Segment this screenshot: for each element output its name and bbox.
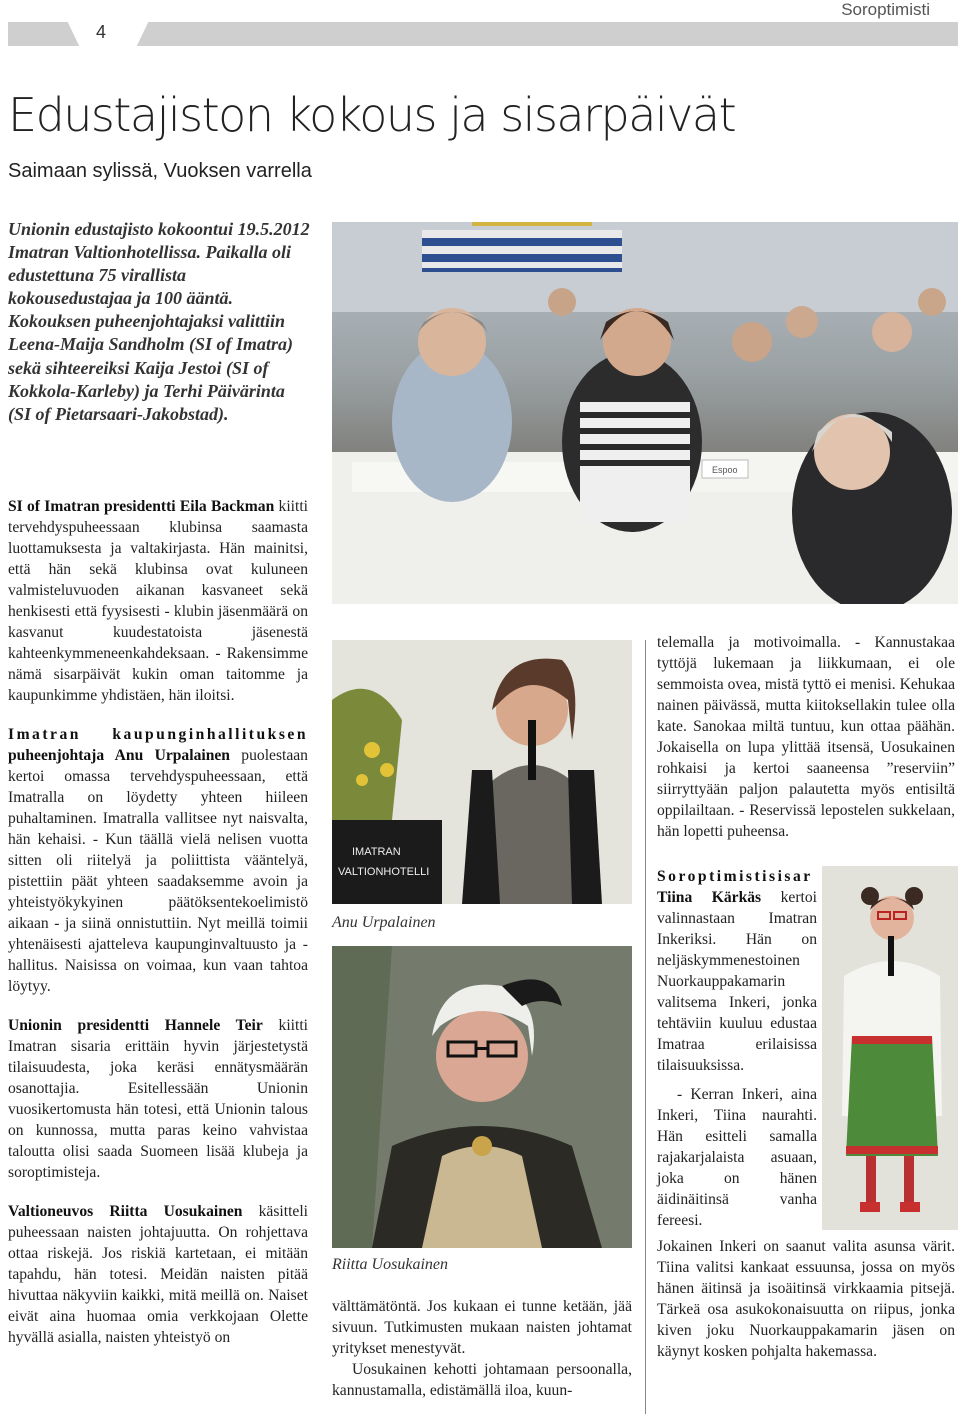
paragraph-uosukainen: Valtioneuvos Riitta Uosukainen käsitteli puheessaan naisten johtajuutta. On rohjettava ottaa riskejä. Jos riskiä kartetaan, ei mitään tapahdu, hän totesi. Meidän naisten pitää hivuttaa näkyviin kaikki, mitä meillä on. Naiset eivät aina huomaa omia verkkojaan Olette hyvällä asialla, naisten yhteistyö on (8, 1203, 308, 1346)
speaker-karkas-title: Soroptimistisisar (657, 868, 813, 885)
magazine-name: Soroptimisti (841, 0, 930, 19)
paragraph-col3-1: telemalla ja motivoimalla. - Kannustakaa tyttöjä lukemaan ja liikkumaan, ei ole semmoista ovea, mistä tyttö ei menisi. Kehukaa nainen päivässä, mutta kiitoksellakin tulee olla kate. Sanokaa miltä tuntuu, kun ottaa päähän. Jokaisella on lupa ylittää itsensä, Uosukainen rohkaisi ja kertoi saaneensa ”reserviin” siirryttyään paljon palautetta myös entisiltä oppilailtaan. - Reservissä lepostelen sukkelaan, hän lopetti puheensa. (657, 634, 955, 840)
text-column-2 (332, 1296, 632, 1414)
speaker-uosukainen: Valtioneuvos Riitta Uosukainen (8, 1203, 243, 1220)
text-column-3-bottom (657, 1236, 955, 1380)
text-column-3-top (657, 632, 955, 860)
page-number: 4 (96, 22, 107, 42)
text-column-3-middle (657, 866, 817, 1231)
riitta-illustration (332, 946, 632, 1248)
paragraph-backman: SI of Imatran presidentti Eila Backman kiitti tervehdyspuheessaan klubinsa saamasta luottamuksesta ja valtakirjasta. Hän mainitsi, että hän sekä klubinsa ovat kuluneen valmisteluvuoden aikanan kasvaneet sekä henkisesti että fyysisesti - klubin jäsenmäärä on kasvanut kuudestatoista jäsenestä kahteenkymmeneenkahdeksaan. - Rakensimme nämä sisarpäivät kukin oman taitomme ja kaupunkimme yhdistäen, hän iloitsi. (8, 498, 308, 704)
photo-riitta-uosukainen (332, 946, 632, 1248)
photo-tiina-karkas (822, 866, 958, 1230)
speaker-backman: SI of Imatran presidentti Eila Backman (8, 498, 275, 515)
header-bar (8, 22, 958, 46)
paragraph-karkas: Soroptimistisisar Tiina Kärkäs kertoi valinnastaan Imatran Inkeriksi. Hän on neljäskymmenestoinen Nuorkauppakamarin valitsema Inkeri, jonka tehtäviin kuuluu edustaa Imatraa erilaisissa tilaisuuksissa. (657, 868, 817, 1074)
tiina-illustration (822, 866, 958, 1230)
caption-anu: Anu Urpalainen (332, 914, 436, 931)
article-lead: Unionin edustajisto kokoontui 19.5.2012 Imatran Valtionhotellissa. Paikalla oli edustettuna 75 virallista kokousedustajaa ja 100 ääntä. Kokouksen puheenjohtajaksi valittiin Leena-Maija Sandholm (SI of Imatra) sekä sihteereiksi Kaija Jestoi (SI of Kokkola-Karleby) ja Terhi Päivärinta (SI of Pietarsaari-Jakobstad). (8, 219, 310, 424)
photo-meeting-hall (332, 222, 958, 604)
speaker-urpalainen-title: Imatran kaupunginhallituksen (8, 726, 308, 743)
photo-anu-urpalainen (332, 640, 632, 904)
paragraph-urpalainen: Imatran kaupunginhallituksen puheenjohtaja Anu Urpalainen puolestaan kertoi omassa tervehdyspuheessaan, että Imatralla on löydetty yhteen hiileen puhaltaminen. Imatralla vallitsee nyt naisvalta, hän kehaisi. - Kun täällä vielä nelisen vuotta sitten oli riitelyä ja poliittista vääntelyä, pistettiin päät yhteen saadaksemme avoin ja yhteistyökykyinen päätöksentekoelimistö aikaan - ja siinä onnistuttiin. Nyt meillä toimii yhtenäisesti ajatteleva kaupunginvaltuusto ja -hallitus. Naisissa on voimaa, kun vaan tahtoa löytyy. (8, 726, 308, 995)
speaker-karkas: Tiina Kärkäs (657, 889, 762, 906)
hotel-sign-line1: IMATRAN (352, 846, 401, 858)
hotel-sign-line2: VALTIONHOTELLI (338, 866, 430, 878)
paragraph-col3-3: - Kerran Inkeri, aina Inkeri, Tiina naurahti. Hän esitteli samalla rajakarjalaista asuaan, joka on hänen äidinäitinsä vanha fereesi. (657, 1086, 817, 1229)
paragraph-col3-4: Jokainen Inkeri on saanut valita asunsa värit. Tiina valitsi kankaat essuunsa, jossa on myös hänen äitinsä ja isoäitinsä virkkaamia pitsejä. Tärkeä osa asukokonaisuutta on riipus, jonka kiven joku Nuorkauppakamarin jäsen on käynyt kosken pohjalta hakemassa. (657, 1238, 955, 1360)
speaker-urpalainen: puheenjohtaja Anu Urpalainen (8, 747, 230, 764)
article-subtitle: Saimaan sylissä, Vuoksen varrella (8, 160, 312, 182)
column-divider (645, 640, 646, 1414)
paragraph-col2-1: välttämätöntä. Jos kukaan ei tunne ketään, jää sivuun. Tutkimusten mukaan naisten johtamat yritykset menestyvät. (332, 1298, 632, 1357)
text-column-1 (8, 496, 308, 1366)
paragraph-teir: Unionin presidentti Hannele Teir kiitti Imatran sisaria erittäin hyvin järjestetystä tilaisuudesta, joka keräsi ennätysmäärän osanottajia. Esitellessään Unionin vuosikertomusta hän totesi, että Unionin talous on kunnossa, mutta paras keino vahvistaa taloutta olisi saada Suomeen lisää klubeja ja soroptimisteja. (8, 1017, 308, 1181)
meeting-illustration (332, 222, 958, 604)
paragraph-col2-2: Uosukainen kehotti johtamaan persoonalla, kannustamalla, edistämällä iloa, kuun- (332, 1361, 632, 1399)
speaker-teir: Unionin presidentti Hannele Teir (8, 1017, 263, 1034)
anu-illustration (332, 640, 632, 904)
caption-riitta: Riitta Uosukainen (332, 1256, 448, 1273)
name-card-espoo: Espoo (712, 465, 738, 475)
article-title: Edustajiston kokous ja sisarpäivät (8, 88, 736, 142)
